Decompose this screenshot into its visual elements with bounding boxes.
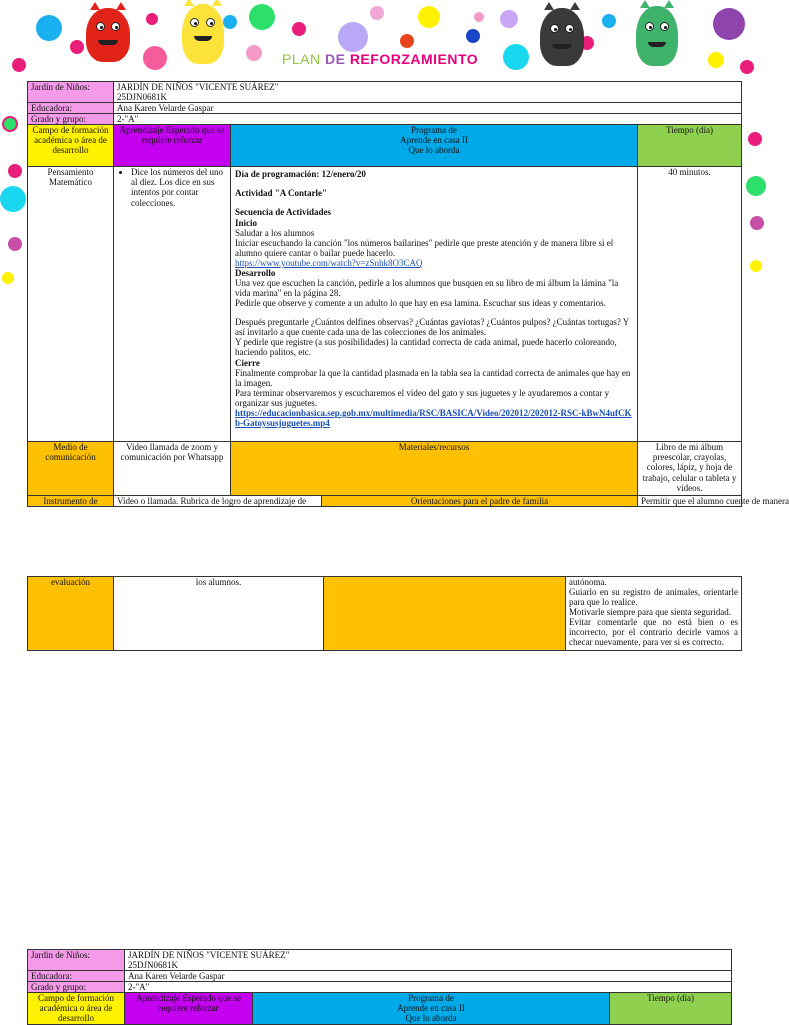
- programa-header-line1: Programa de: [411, 125, 457, 136]
- medio-value: Video llamada de zoom y comunicación por Whatsapp: [114, 442, 231, 496]
- tiempo-header: Tiempo (día): [638, 125, 742, 167]
- decor-dot: [143, 46, 167, 70]
- campo-header: Campo de formación académica o área de desarrollo: [28, 125, 114, 167]
- educadora-value: Ana Karen Velarde Gaspar: [114, 103, 742, 114]
- educadora-label: Educadora:: [28, 971, 125, 982]
- programa-header-line2: Aprende en casa II: [400, 135, 468, 146]
- medio-label: Medio de comunicación: [28, 442, 114, 496]
- programa-header-line1: Programa de: [408, 993, 454, 1004]
- orientaciones-spacer: [324, 577, 566, 651]
- orientacion-3: Motivarle siempre para que sienta seguridad.: [569, 607, 731, 618]
- video-link[interactable]: https://educacionbasica.sep.gob.mx/multimedia/RSC/BASICA/Video/202012/202012-RSC-kBwN4ufCKb-Gatoysusjuguetes.mp4: [235, 407, 632, 429]
- youtube-link[interactable]: https://www.youtube.com/watch?v=zSnhk8O3CAQ: [235, 257, 423, 268]
- activity-title: Actividad "A Contarle": [235, 188, 327, 199]
- decor-dot: [708, 52, 724, 68]
- jardin-value: [114, 82, 742, 103]
- decor-dot: [750, 260, 762, 272]
- inicio-text-1: Saludar a los alumnos: [235, 227, 315, 238]
- programacion-date: Día de programación: 12/enero/20: [235, 169, 366, 180]
- decor-dot: [338, 22, 368, 52]
- aprendizaje-header: Aprendizaje Esperado que se requiere reforzar: [114, 125, 231, 167]
- orientaciones-list: [566, 577, 742, 651]
- cierre-text-2: Para terminar observaremos y escucharemos el video del gato y sus juguetes y le ayudaremos a contar y organizar sus juguetes.: [235, 387, 610, 408]
- page-title: [282, 52, 478, 68]
- decor-dot: [0, 186, 26, 212]
- title-reforzamiento: REFORZAMIENTO: [349, 51, 479, 67]
- instrumento-value: Video o llamada. Rubrica de logro de aprendizaje de: [114, 496, 322, 507]
- decor-dot: [8, 164, 22, 178]
- decor-dot: [500, 10, 518, 28]
- programa-header-line3: Que lo aborda: [408, 145, 460, 156]
- programa-header: [231, 125, 638, 167]
- desarrollo-text-1: Una vez que escuchen la canción, pedirle a los alumnos que busquen en su libro de mi álbum la lámina "la vida marina" en la página 28.: [235, 278, 619, 299]
- school-name: JARDÍN DE NIÑOS "VICENTE SUÁREZ": [117, 82, 279, 92]
- aprendizaje-header: Aprendizaje Esperado que se requiere reforzar: [125, 993, 253, 1024]
- decor-dot: [370, 6, 384, 20]
- school-name: JARDÍN DE NIÑOS "VICENTE SUÁREZ": [128, 950, 290, 960]
- inicio-text-2: Iniciar escuchando la canción "los números bailarines" pedirle que preste atención y de manera libre si el alumno quiere cantar o bailar puede hacerlo.: [235, 237, 614, 258]
- red-monster-illustration: [86, 8, 130, 62]
- decor-dot: [748, 132, 762, 146]
- grado-value: 2-"A": [125, 982, 732, 993]
- school-key: 25DJN0681K: [117, 92, 168, 103]
- decor-dot: [750, 216, 764, 230]
- decor-dot: [466, 29, 480, 43]
- title-de: DE: [324, 51, 350, 67]
- grado-label: Grado y grupo:: [28, 114, 114, 125]
- decor-dot: [746, 176, 766, 196]
- desarrollo-heading: Desarrollo: [235, 267, 276, 278]
- desarrollo-text-4: Y pedirle que registre (a sus posibilidades) la cantidad correcta de cada animal, puede hacerlo coloreando, haciendo palitos, etc.: [235, 337, 617, 358]
- decor-dot: [223, 15, 237, 29]
- materiales-label: Materiales/recursos: [231, 442, 638, 496]
- school-key: 25DJN0681K: [128, 960, 179, 971]
- decor-dot: [2, 272, 14, 284]
- jardin-label: Jardín de Niños:: [28, 950, 125, 971]
- decor-dot: [400, 34, 414, 48]
- decor-dot: [36, 15, 62, 41]
- decor-dot: [246, 45, 262, 61]
- black-monster-illustration: [540, 8, 584, 66]
- decor-dot: [503, 44, 529, 70]
- decor-dot: [70, 40, 84, 54]
- decor-dot: [602, 14, 616, 28]
- decor-dot: [2, 116, 18, 132]
- programa-header-line2: Aprende en casa II: [397, 1003, 465, 1014]
- header-banner: [0, 0, 768, 80]
- plan-table-1-continuation: [27, 576, 742, 651]
- materiales-value: Libro de mi álbum preescolar, crayolas, colores, lápiz, y hoja de trabajo, celular o tableta y videos.: [638, 442, 742, 496]
- decor-dot: [474, 12, 484, 22]
- decor-dot: [249, 4, 275, 30]
- orientacion-1: autónoma.: [569, 577, 607, 587]
- cierre-heading: Cierre: [235, 357, 260, 368]
- tiempo-header: Tiempo (día): [610, 993, 732, 1024]
- jardin-label: Jardín de Niños:: [28, 82, 114, 103]
- decor-dot: [740, 60, 754, 74]
- campo-value: Pensamiento Matemático: [28, 167, 114, 442]
- decor-dot: [146, 13, 158, 25]
- aprendizaje-item: • Dice los números del uno al diez. Los dice en sus intentos por contar colecciones.: [131, 167, 227, 207]
- orientacion-4: Evitar comentarle que no está bien o es incorrecto, por el contrario decirle vamos a checar nuevamente, para ver si es correcto.: [569, 617, 738, 648]
- cierre-text-1: Finalmente comprobar la que la cantidad plasmada en la tabla sea la cantidad correcta de animales que hay en la imagen.: [235, 367, 631, 388]
- decor-dot: [12, 58, 26, 72]
- plan-table-1: [27, 81, 789, 507]
- evaluacion-value: los alumnos.: [114, 577, 324, 651]
- aprendizaje-value: [114, 167, 231, 442]
- tiempo-value: 40 minutos.: [638, 167, 742, 442]
- desarrollo-text-2: Pedirle que observe y comente a un adulto lo que hay en esa lamina. Escuchar sus ideas y comentarios.: [235, 298, 606, 309]
- instrumento-label: Instrumento de: [28, 496, 114, 507]
- grado-value: 2-"A": [114, 114, 742, 125]
- yellow-monster-illustration: [182, 4, 224, 64]
- decor-dot: [713, 8, 745, 40]
- campo-header: Campo de formación académica o área de desarrollo: [28, 993, 125, 1024]
- educadora-value: Ana Karen Velarde Gaspar: [125, 971, 732, 982]
- orientaciones-label: Orientaciones para el padre de familia: [322, 496, 638, 507]
- orientaciones-value: Permitir que el alumno cuente de manera: [638, 496, 742, 507]
- decor-dot: [418, 6, 440, 28]
- decor-dot: [8, 237, 22, 251]
- jardin-value: [125, 950, 732, 971]
- green-monster-illustration: [636, 6, 678, 66]
- title-plan: PLAN: [282, 51, 325, 67]
- decor-dot: [292, 22, 306, 36]
- plan-table-2: [27, 949, 732, 1025]
- evaluacion-label: evaluación: [28, 577, 114, 651]
- inicio-heading: Inicio: [235, 217, 258, 228]
- sequence-heading: Secuencia de Actividades: [235, 207, 331, 218]
- educadora-label: Educadora:: [28, 103, 114, 114]
- programa-header: [253, 993, 610, 1024]
- orientacion-2: Guiarlo en su registro de animales, orientarle para que lo realice.: [569, 587, 738, 608]
- programa-content: [231, 167, 638, 442]
- desarrollo-text-3: Después preguntarle ¿Cuántos delfines observas? ¿Cuántas gaviotas? ¿Cuántos pulpos? ¿Cuántas tortugas? Y así invitarlo a que cuente cada una de las colecciones de los animales.: [235, 317, 629, 338]
- grado-label: Grado y grupo:: [28, 982, 125, 993]
- programa-header-line3: Que lo aborda: [405, 1013, 457, 1024]
